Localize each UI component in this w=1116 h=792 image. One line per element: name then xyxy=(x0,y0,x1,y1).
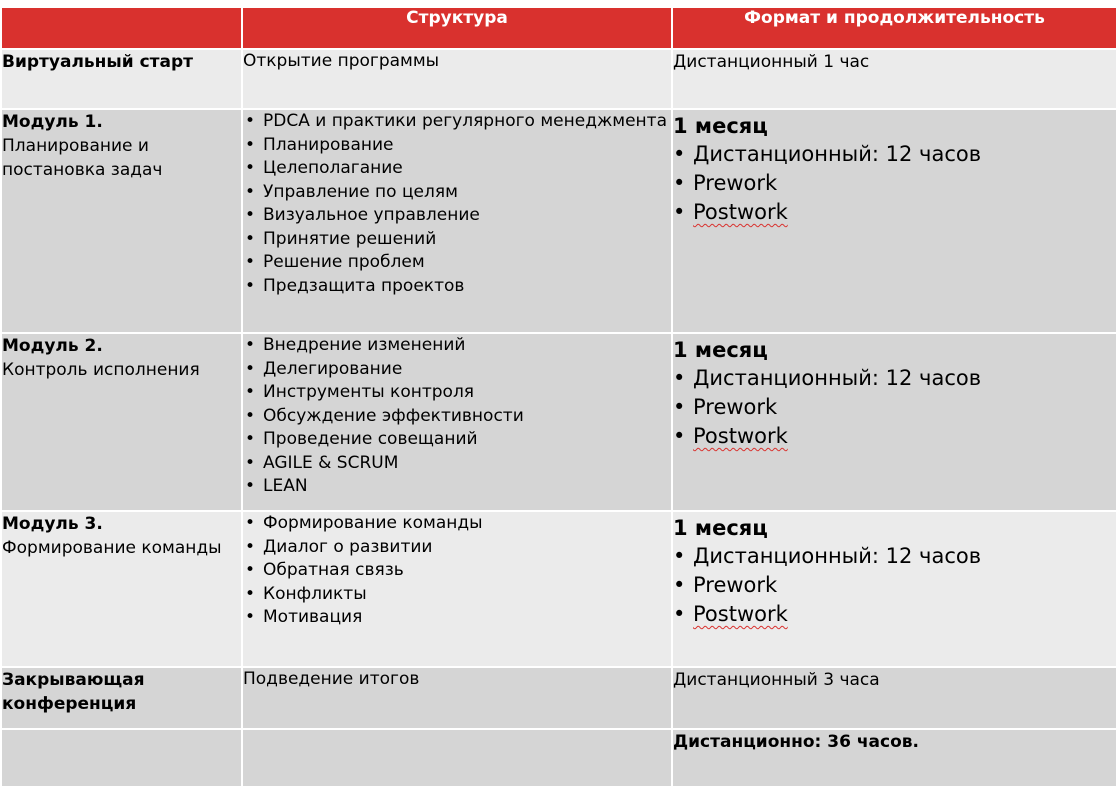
list-item: • Обсуждение эффективности xyxy=(243,405,671,429)
header-cell-blank xyxy=(1,7,242,49)
row-subtitle: Планирование и постановка задач xyxy=(2,136,163,180)
format-list xyxy=(673,364,1116,451)
structure-text: Открытие программы xyxy=(243,51,440,71)
format-month: 1 месяц xyxy=(673,114,768,138)
list-item: • Диалог о развитии xyxy=(243,536,671,560)
total-blank-cell xyxy=(242,729,672,787)
format-text: Дистанционный 3 часа xyxy=(673,670,880,690)
row-title-cell xyxy=(1,49,242,109)
list-item: • Инструменты контроля xyxy=(243,381,671,405)
format-cell xyxy=(672,109,1116,333)
row-subtitle: Формирование команды xyxy=(2,538,222,558)
list-item: • Принятие решений xyxy=(243,228,671,252)
row-title-cell xyxy=(1,511,242,667)
list-item xyxy=(673,600,1116,629)
list-item: • Дистанционный: 12 часов xyxy=(673,542,1116,571)
header-structure: Структура xyxy=(242,7,672,49)
format-list xyxy=(673,542,1116,629)
list-item: • Prework xyxy=(673,393,1116,422)
format-cell xyxy=(672,49,1116,109)
table-row xyxy=(1,109,1116,333)
row-title-cell xyxy=(1,109,242,333)
program-table xyxy=(0,6,1116,788)
list-item: • Мотивация xyxy=(243,606,671,630)
row-title: Модуль 1. xyxy=(2,112,103,132)
format-list xyxy=(673,140,1116,227)
format-cell xyxy=(672,667,1116,729)
total-cell xyxy=(672,729,1116,787)
list-item: • Решение проблем xyxy=(243,251,671,275)
structure-list xyxy=(243,334,671,499)
list-item: • Делегирование xyxy=(243,358,671,382)
header-row xyxy=(1,7,1116,49)
structure-cell xyxy=(242,333,672,511)
structure-cell xyxy=(242,667,672,729)
spellcheck-word: Postwork xyxy=(693,200,788,224)
list-item: • Prework xyxy=(673,169,1116,198)
row-title: Модуль 3. xyxy=(2,514,103,534)
table-row xyxy=(1,49,1116,109)
list-item: • Проведение совещаний xyxy=(243,428,671,452)
format-month: 1 месяц xyxy=(673,338,768,362)
spellcheck-word: Postwork xyxy=(693,424,788,448)
list-item: • Формирование команды xyxy=(243,512,671,536)
table-row xyxy=(1,511,1116,667)
list-item xyxy=(673,198,1116,227)
structure-cell xyxy=(242,109,672,333)
list-item: • PDCA и практики регулярного менеджмента xyxy=(243,110,671,134)
list-item: • Предзащита проектов xyxy=(243,275,671,299)
row-title: Закрывающая конференция xyxy=(2,670,145,714)
row-title-cell xyxy=(1,667,242,729)
total-row xyxy=(1,729,1116,787)
header-format: Формат и продолжительность xyxy=(672,7,1116,49)
row-subtitle: Контроль исполнения xyxy=(2,360,200,380)
table-row xyxy=(1,667,1116,729)
list-item: • Конфликты xyxy=(243,583,671,607)
row-title: Виртуальный старт xyxy=(2,52,194,72)
row-title-cell xyxy=(1,333,242,511)
list-item: • LEAN xyxy=(243,475,671,499)
format-month: 1 месяц xyxy=(673,516,768,540)
list-item: • Prework xyxy=(673,571,1116,600)
list-item xyxy=(673,422,1116,451)
total-blank-cell xyxy=(1,729,242,787)
list-item: • Дистанционный: 12 часов xyxy=(673,364,1116,393)
structure-cell xyxy=(242,49,672,109)
list-item: • Дистанционный: 12 часов xyxy=(673,140,1116,169)
list-item: • Внедрение изменений xyxy=(243,334,671,358)
structure-list xyxy=(243,512,671,630)
list-item: • AGILE & SCRUM xyxy=(243,452,671,476)
list-item: • Целеполагание xyxy=(243,157,671,181)
total-text: Дистанционно: 36 часов. xyxy=(673,732,919,752)
format-text: Дистанционный 1 час xyxy=(673,52,870,72)
structure-text: Подведение итогов xyxy=(243,669,420,689)
structure-cell xyxy=(242,511,672,667)
list-item: • Планирование xyxy=(243,134,671,158)
format-cell xyxy=(672,333,1116,511)
list-item: • Визуальное управление xyxy=(243,204,671,228)
format-cell xyxy=(672,511,1116,667)
list-item: • Управление по целям xyxy=(243,181,671,205)
list-item: • Обратная связь xyxy=(243,559,671,583)
spellcheck-word: Postwork xyxy=(693,602,788,626)
table-row xyxy=(1,333,1116,511)
row-title: Модуль 2. xyxy=(2,336,103,356)
structure-list xyxy=(243,110,671,298)
